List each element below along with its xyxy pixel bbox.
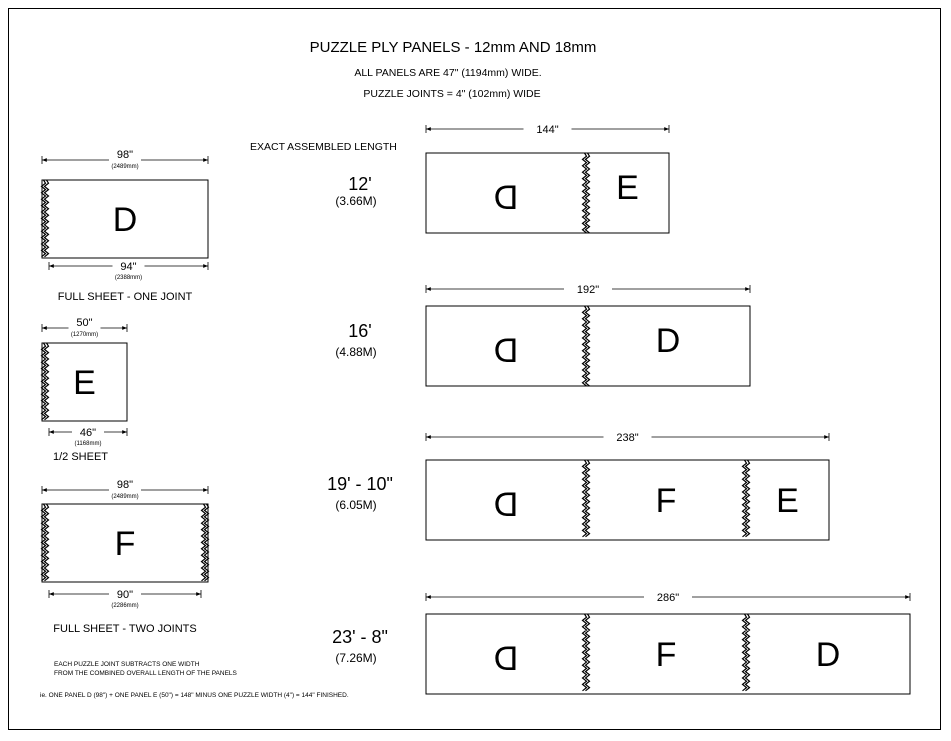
panel-letter-e: E bbox=[776, 482, 799, 520]
assembly-total-label: 192" bbox=[576, 284, 600, 296]
assembly-4 bbox=[332, 592, 910, 694]
sheet-caption: 1/2 SHEET bbox=[53, 451, 109, 463]
joint-width-note: PUZZLE JOINTS = 4" (102mm) WIDE bbox=[363, 88, 541, 100]
panel-letter-e: E bbox=[616, 169, 639, 207]
example-note: ie. ONE PANEL D (98") + ONE PANEL E (50") = 148" MINUS ONE PUZZLE WIDTH (4") = 144" FINISHED. bbox=[40, 692, 349, 699]
exact-length-label: EXACT ASSEMBLED LENGTH bbox=[250, 141, 397, 153]
sheet-d bbox=[42, 149, 209, 303]
bottom-dim-mm: (2388mm) bbox=[114, 275, 143, 281]
panel-letter-d: D bbox=[655, 322, 681, 360]
sheet-caption: FULL SHEET - ONE JOINT bbox=[57, 291, 193, 303]
top-dim-mm: (1270mm) bbox=[70, 332, 99, 338]
assembly-metric-label: (6.05M) bbox=[335, 498, 377, 512]
top-dim-label: 98" bbox=[116, 479, 134, 491]
top-dim-mm: (2489mm) bbox=[111, 494, 139, 500]
assembly-metric-label: (3.66M) bbox=[335, 194, 377, 208]
width-note: ALL PANELS ARE 47" (1194mm) WIDE. bbox=[354, 67, 542, 79]
assembly-total-label: 238" bbox=[616, 432, 639, 444]
sheet-e bbox=[42, 317, 128, 463]
top-dim-label: 50" bbox=[76, 317, 93, 329]
panel-letter-d: D bbox=[493, 486, 519, 524]
bottom-dim-mm: (2286mm) bbox=[111, 603, 139, 609]
assembly-total-label: 286" bbox=[656, 592, 680, 604]
assembly-1 bbox=[335, 124, 669, 233]
assembly-length-label: 23' - 8" bbox=[332, 627, 388, 647]
sheet-letter: E bbox=[73, 364, 96, 402]
panel-letter-d: D bbox=[815, 636, 841, 674]
bottom-dim-label: 46" bbox=[79, 427, 97, 439]
panel-letter-d: D bbox=[493, 179, 519, 217]
assembly-length-label: 16' bbox=[348, 321, 372, 341]
page-title: PUZZLE PLY PANELS - 12mm AND 18mm bbox=[309, 39, 597, 56]
assembly-length-label: 12' bbox=[348, 174, 372, 194]
sheet-library bbox=[42, 149, 209, 635]
assembly-3 bbox=[327, 432, 829, 540]
sheet-letter: D bbox=[112, 201, 138, 239]
assembly-list bbox=[327, 124, 910, 694]
note-line-2: FROM THE COMBINED OVERALL LENGTH OF THE PANELS bbox=[54, 670, 237, 677]
panel-letter-d: D bbox=[493, 640, 519, 678]
panel-letter-f: F bbox=[655, 482, 677, 520]
assembly-2 bbox=[335, 284, 750, 386]
assembly-total-label: 144" bbox=[536, 124, 559, 136]
bottom-dim-mm: (1168mm) bbox=[74, 441, 102, 447]
panel-letter-f: F bbox=[655, 636, 677, 674]
note-line-1: EACH PUZZLE JOINT SUBTRACTS ONE WIDTH bbox=[54, 661, 200, 668]
assembly-metric-label: (4.88M) bbox=[335, 345, 377, 359]
sheet-caption: FULL SHEET - TWO JOINTS bbox=[53, 623, 197, 635]
assembly-length-label: 19' - 10" bbox=[327, 474, 393, 494]
top-dim-mm: (2489mm) bbox=[111, 164, 139, 170]
bottom-dim-label: 90" bbox=[116, 589, 134, 601]
panel-letter-d: D bbox=[493, 332, 519, 370]
assembly-metric-label: (7.26M) bbox=[335, 651, 377, 665]
sheet-letter: F bbox=[114, 525, 136, 563]
bottom-dim-label: 94" bbox=[120, 261, 137, 273]
assembly-outline bbox=[426, 460, 829, 540]
sheet-f bbox=[42, 479, 209, 635]
top-dim-label: 98" bbox=[116, 149, 134, 161]
